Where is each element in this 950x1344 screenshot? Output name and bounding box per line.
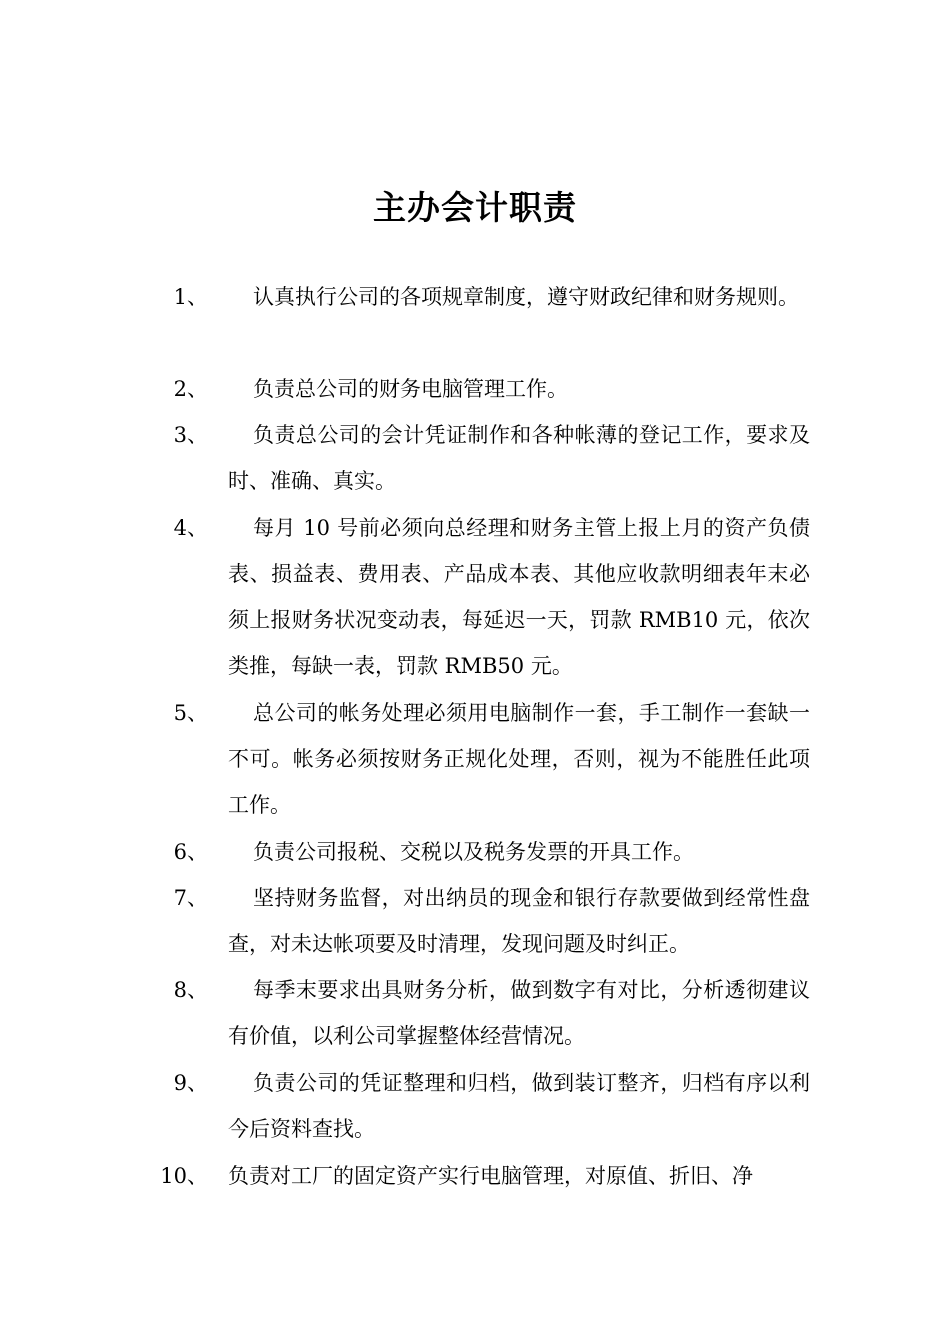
item-number: 1、 xyxy=(173,285,208,309)
item-text: 总公司的帐务处理必须用电脑制作一套，手工制作一套缺一不可。帐务必须按财务正规化处理，否则，视为不能胜任此项工作。 xyxy=(228,701,810,817)
item-number: 6、 xyxy=(173,840,208,864)
item-text: 负责公司的凭证整理和归档，做到装订整齐，归档有序以利今后资料查找。 xyxy=(228,1071,810,1141)
item-number: 8、 xyxy=(173,978,208,1002)
item-text: 坚持财务监督，对出纳员的现金和银行存款要做到经常性盘查，对未达帐项要及时清理，发现问题及时纠正。 xyxy=(228,886,810,956)
page-title: 主办会计职责 xyxy=(373,188,577,227)
item-text: 负责公司报税、交税以及税务发票的开具工作。 xyxy=(253,840,694,864)
item-number: 7、 xyxy=(173,886,208,910)
item-text: 每月 10 号前必须向总经理和财务主管上报上月的资产负债表、损益表、费用表、产品成本表、其他应收款明细表年末必须上报财务状况变动表，每延迟一天，罚款 RMB10 元，依次类推，每缺一表，罚款 RMB50 元。 xyxy=(228,516,810,678)
item-text: 认真执行公司的各项规章制度，遵守财政纪律和财务规则。 xyxy=(253,285,799,309)
item-number: 4、 xyxy=(173,516,208,540)
item-text: 负责对工厂的固定资产实行电脑管理，对原值、折旧、净 xyxy=(228,1164,753,1188)
item-number: 5、 xyxy=(173,701,208,725)
item-number: 2、 xyxy=(173,377,208,401)
item-number: 10、 xyxy=(160,1164,208,1188)
item-text: 每季末要求出具财务分析，做到数字有对比，分析透彻建议有价值，以利公司掌握整体经营情况。 xyxy=(228,978,810,1048)
item-number: 3、 xyxy=(173,423,208,447)
item-text: 负责总公司的财务电脑管理工作。 xyxy=(253,377,568,401)
item-number: 9、 xyxy=(173,1071,208,1095)
item-text: 负责总公司的会计凭证制作和各种帐薄的登记工作，要求及时、准确、真实。 xyxy=(228,423,810,493)
